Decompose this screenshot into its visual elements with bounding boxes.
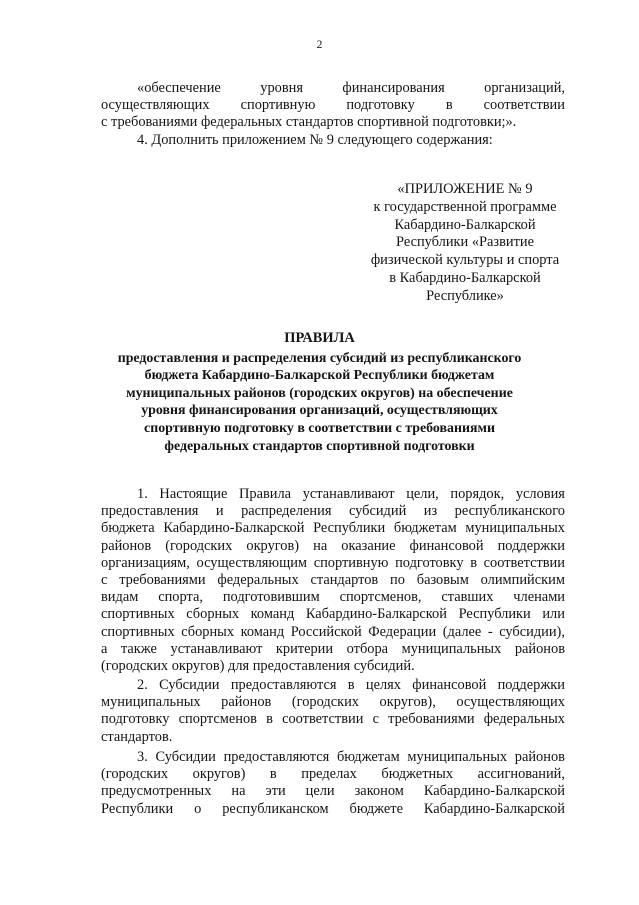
text-line <box>101 555 565 572</box>
text-line <box>101 114 565 131</box>
word: округов) <box>246 537 300 554</box>
word: 2. <box>137 677 148 693</box>
text-line <box>101 486 565 503</box>
word: предусмотренных <box>101 783 212 800</box>
word: субсидий <box>348 503 407 520</box>
word: олимпийским <box>480 571 565 588</box>
appendix-line: к государственной программе <box>373 198 557 215</box>
word: спортивных <box>101 623 175 640</box>
text-line <box>101 801 565 818</box>
word: - <box>487 623 493 640</box>
word: спортсменов, <box>339 589 422 606</box>
rules-subtitle-line: предоставления и распределения субсидий из республиканского <box>117 350 522 366</box>
word: отбора <box>346 640 389 657</box>
word: поддержки <box>497 677 565 693</box>
word: Республики <box>101 800 174 817</box>
word: распределения <box>241 503 332 520</box>
word: предоставляются <box>230 677 337 693</box>
text-line <box>101 729 565 746</box>
word: 3. <box>137 749 148 765</box>
text-line <box>101 711 565 728</box>
word: также <box>120 640 157 657</box>
word: округов), <box>379 694 436 711</box>
appendix-line: «ПРИЛОЖЕНИЕ № 9 <box>397 181 533 197</box>
appendix-line: Республики «Развитие <box>396 234 534 251</box>
word: районов <box>101 537 152 554</box>
word: устанавливают <box>302 486 395 502</box>
word: федеральных <box>483 711 565 728</box>
word: сборных <box>181 623 235 640</box>
word: (далее <box>442 623 482 640</box>
word: районов <box>221 694 272 711</box>
word: предоставляются <box>223 749 330 765</box>
word: базовым <box>416 571 469 588</box>
text-line <box>101 624 565 641</box>
paragraph-3 <box>101 749 565 818</box>
word: с <box>101 571 108 588</box>
word: стандартов. <box>101 728 173 745</box>
word: федеральных <box>217 571 299 588</box>
rules-subtitle-line: уровня финансирования организаций, осуществляющих <box>141 403 498 419</box>
appendix-line: физической культуры и спорта <box>370 252 560 269</box>
word: сборных <box>186 606 240 623</box>
text-line <box>101 606 565 623</box>
word: из <box>423 503 438 520</box>
rules-title: ПРАВИЛА <box>284 330 355 346</box>
word: поддержки <box>497 537 565 554</box>
word: устанавливают <box>170 640 263 657</box>
word: спортсменов <box>178 711 257 728</box>
word: финансовой <box>412 677 487 693</box>
text-line <box>101 641 565 658</box>
text-line <box>101 783 565 800</box>
word: уровня <box>260 80 303 96</box>
text-line <box>101 766 565 783</box>
word: условия <box>515 486 565 502</box>
word: бюджетам <box>393 520 457 537</box>
word: членами <box>513 589 565 606</box>
text-line <box>101 80 565 97</box>
word: Федерации <box>368 623 437 640</box>
rules-subtitle-line: спортивную подготовку в соответствии с требованиями <box>144 420 495 436</box>
word: Настоящие <box>159 486 228 502</box>
word: цели <box>305 783 335 800</box>
word: Субсидии <box>159 677 220 693</box>
word: (городских <box>101 766 169 783</box>
word: бюджетных <box>381 766 454 783</box>
word: и <box>215 503 224 520</box>
rules-subtitle-line: муниципальных районов (городских округов) на обеспечение <box>126 385 513 401</box>
word: подготовившим <box>222 589 320 606</box>
appendix-heading <box>340 181 590 306</box>
word: законом <box>354 783 404 800</box>
word: Кабардино-Балкарской <box>423 800 565 817</box>
word: бюджете <box>349 800 403 817</box>
word: муниципальных <box>407 749 508 765</box>
rules-heading <box>0 330 639 455</box>
word: спортивную <box>313 554 389 571</box>
rules-subtitle-line: бюджета Кабардино-Балкарской Республики бюджетам <box>144 368 495 384</box>
word: в <box>269 766 277 783</box>
word: финансирования <box>342 80 445 96</box>
word: предоставления <box>101 503 199 520</box>
word: о <box>194 800 202 817</box>
word: в <box>470 554 477 571</box>
word: осуществляющим <box>196 554 308 571</box>
word: в <box>347 677 355 693</box>
word: (городских округов) для предоставления субсидий. <box>101 657 415 674</box>
word: команд <box>250 606 295 623</box>
word: республиканском <box>222 800 329 817</box>
word: с <box>372 711 379 728</box>
word: критерии <box>275 640 334 657</box>
word: ассигнований, <box>477 766 565 783</box>
word: Российской <box>290 623 362 640</box>
rules-subtitle-line: федеральных стандартов спортивной подготовки <box>164 438 475 454</box>
item-4-text: 4. Дополнить приложением № 9 следующего содержания: <box>137 131 493 148</box>
word: на <box>313 537 328 554</box>
text-line <box>101 658 565 675</box>
text-line <box>101 538 565 555</box>
text-line <box>101 749 565 766</box>
word: стандартов <box>310 571 379 588</box>
word: округов) <box>192 766 246 783</box>
word: субсидии), <box>499 623 565 640</box>
word: районов <box>514 749 565 765</box>
word: финансовой <box>409 537 484 554</box>
word: (городских <box>291 694 359 711</box>
word: Кабардино-Балкарской <box>423 783 565 800</box>
intro-paragraph <box>101 80 565 149</box>
word: эти <box>265 783 286 800</box>
text-line <box>101 97 565 114</box>
word: с требованиями федеральных стандартов спортивной подготовки;». <box>101 114 517 131</box>
word: спорта, <box>158 589 203 606</box>
word: муниципальных <box>401 640 502 657</box>
word: команд <box>240 623 285 640</box>
word: осуществляющих <box>101 97 210 114</box>
word: спортивную <box>240 97 316 114</box>
word: подготовку <box>395 554 464 571</box>
word: соответствии <box>483 554 565 571</box>
word: целях <box>365 677 401 693</box>
word: подготовку <box>346 97 415 114</box>
item-4-line <box>101 132 565 149</box>
word: республиканского <box>454 503 565 520</box>
word: на <box>231 783 246 800</box>
word: соответствии <box>282 711 364 728</box>
word: соответствии <box>483 97 565 114</box>
appendix-line: Кабардино-Балкарской <box>394 216 536 233</box>
word: (городских <box>165 537 233 554</box>
text-line <box>101 677 565 694</box>
appendix-line: в Кабардино-Балкарской <box>389 269 541 286</box>
word: организациям, <box>101 554 190 571</box>
page-number: 2 <box>316 39 323 51</box>
word: организаций, <box>484 80 565 96</box>
word: бюджета <box>101 520 155 537</box>
word: видам <box>101 589 139 606</box>
word: цели, <box>406 486 439 502</box>
word: в <box>445 97 453 114</box>
word: муниципальных <box>101 694 201 711</box>
word: районов <box>514 640 565 657</box>
word: муниципальных <box>465 520 565 537</box>
text-line <box>101 520 565 537</box>
text-line <box>101 589 565 606</box>
word: в <box>266 711 273 728</box>
word: пределах <box>301 766 357 783</box>
word: Правила <box>239 486 292 502</box>
paragraph-1 <box>101 486 565 675</box>
appendix-line: Республике» <box>426 287 504 304</box>
word: порядок, <box>450 486 505 502</box>
word: бюджетам <box>336 749 400 765</box>
text-line <box>101 572 565 589</box>
word: требованиями <box>388 711 475 728</box>
word: или <box>542 606 565 623</box>
word: осуществляющих <box>456 694 565 711</box>
word: требованиями <box>119 571 206 588</box>
paragraph-2 <box>101 677 565 746</box>
text-line <box>101 694 565 711</box>
word: оказание <box>341 537 396 554</box>
word: спортивных <box>101 606 175 623</box>
word: по <box>390 571 405 588</box>
word: «обеспечение <box>137 80 221 96</box>
word: подготовку <box>101 711 170 728</box>
word: Кабардино-Балкарской <box>305 606 447 623</box>
word: 1. <box>137 486 148 502</box>
word: Кабардино-Балкарской <box>163 520 305 537</box>
word: Субсидии <box>155 749 216 765</box>
word: Республики <box>313 520 386 537</box>
text-line <box>101 503 565 520</box>
word: ставших <box>441 589 494 606</box>
word: а <box>101 640 108 657</box>
word: Республики <box>458 606 531 623</box>
